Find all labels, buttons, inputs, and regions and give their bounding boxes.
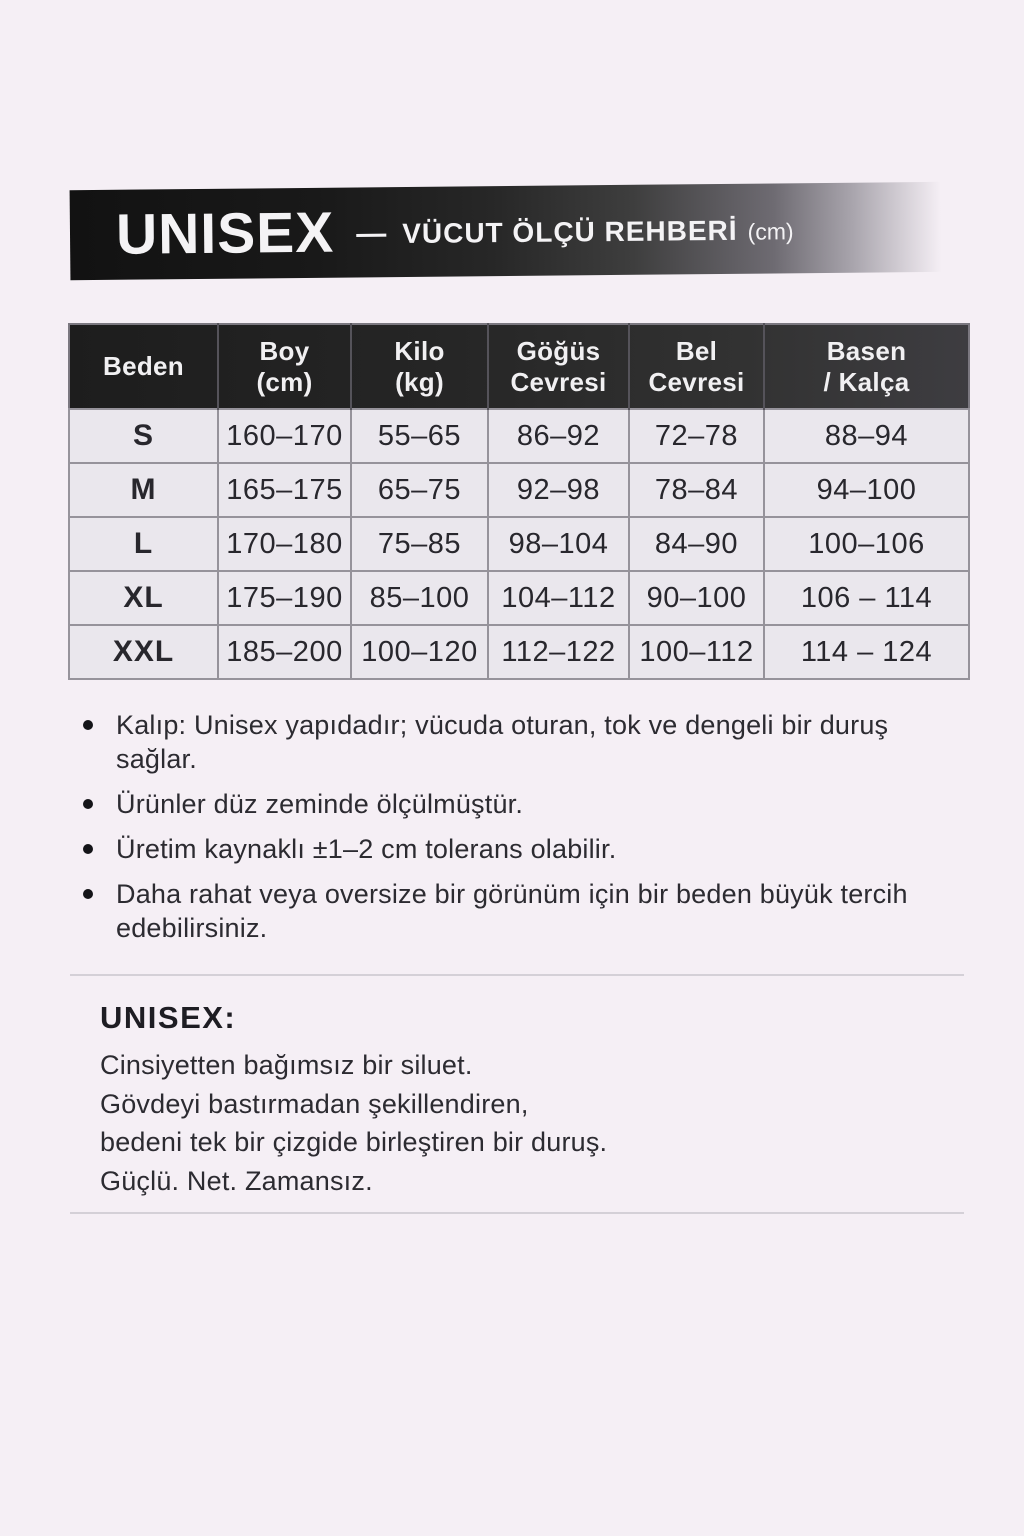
cell-value: 170–180 xyxy=(218,517,351,571)
cell-value: 160–170 xyxy=(218,409,351,463)
size-label: XXL xyxy=(69,625,218,679)
cell-value: 90–100 xyxy=(629,571,764,625)
size-guide-banner xyxy=(70,182,951,280)
note-item xyxy=(70,708,956,776)
cell-value: 106 – 114 xyxy=(764,571,969,625)
col-header-line: Beden xyxy=(103,351,184,381)
col-header-line: / Kalça xyxy=(823,366,910,397)
size-label: L xyxy=(69,517,218,571)
col-header-gogus xyxy=(488,324,629,409)
cell-value: 72–78 xyxy=(629,409,764,463)
cell-value: 85–100 xyxy=(351,571,488,625)
footer-line: Güçlü. Net. Zamansız. xyxy=(100,1165,373,1196)
cell-value: 88–94 xyxy=(764,409,969,463)
cell-value: 185–200 xyxy=(218,625,351,679)
cell-value: 114 – 124 xyxy=(764,625,969,679)
divider-line xyxy=(70,1212,964,1214)
col-header-basen xyxy=(764,324,969,409)
col-header-beden xyxy=(69,324,218,409)
col-header-line: (cm) xyxy=(256,366,313,397)
note-text: Ürünler düz zeminde ölçülmüştür. xyxy=(116,789,524,819)
cell-value: 100–112 xyxy=(629,625,764,679)
note-text: Daha rahat veya oversize bir görünüm için bir beden büyük tercih edebilirsiniz. xyxy=(116,879,908,943)
cell-value: 86–92 xyxy=(488,409,629,463)
size-table xyxy=(68,323,970,680)
cell-value: 98–104 xyxy=(488,517,629,571)
bullet-icon xyxy=(83,844,93,854)
table-row-s xyxy=(69,409,969,463)
col-header-line: Kilo xyxy=(394,335,445,366)
cell-value: 100–120 xyxy=(351,625,488,679)
footer-line: bedeni tek bir çizgide birleştiren bir duruş. xyxy=(100,1127,608,1157)
cell-value: 75–85 xyxy=(351,517,488,571)
banner-dash: — xyxy=(356,217,387,251)
col-header-bel xyxy=(629,324,764,409)
table-header-row xyxy=(69,324,969,409)
size-label: M xyxy=(69,463,218,517)
cell-value: 165–175 xyxy=(218,463,351,517)
col-header-line: Cevresi xyxy=(648,366,745,397)
col-header-line: Göğüs xyxy=(516,335,601,366)
cell-value: 100–106 xyxy=(764,517,969,571)
divider-line xyxy=(70,974,964,976)
cell-value: 78–84 xyxy=(629,463,764,517)
size-guide-table xyxy=(68,323,970,680)
col-header-boy xyxy=(218,324,351,409)
bullet-icon xyxy=(83,889,93,899)
cell-value: 104–112 xyxy=(488,571,629,625)
col-header-line: Basen xyxy=(826,335,907,366)
bullet-icon xyxy=(83,720,93,730)
note-text: Kalıp: Unisex yapıdadır; vücuda oturan, tok ve dengeli bir duruş sağlar. xyxy=(116,710,889,774)
note-text: Üretim kaynaklı ±1–2 cm tolerans olabilir. xyxy=(116,834,617,864)
cell-value: 65–75 xyxy=(351,463,488,517)
cell-value: 175–190 xyxy=(218,571,351,625)
footer-line: Cinsiyetten bağımsız bir siluet. xyxy=(100,1050,473,1080)
col-header-line: (kg) xyxy=(395,366,444,397)
cell-value: 92–98 xyxy=(488,463,629,517)
footer-line: Gövdeyi bastırmadan şekillendiren, xyxy=(100,1088,529,1119)
col-header-line: Bel xyxy=(675,335,718,366)
size-label: S xyxy=(69,409,218,463)
col-header-line: Boy xyxy=(259,335,310,366)
banner-unit: (cm) xyxy=(747,217,794,245)
note-item xyxy=(70,877,956,945)
footer-text xyxy=(100,1046,607,1200)
notes-list xyxy=(70,708,956,956)
bullet-icon xyxy=(83,799,93,809)
table-row-xxl xyxy=(69,625,969,679)
cell-value: 84–90 xyxy=(629,517,764,571)
cell-value: 112–122 xyxy=(488,625,629,679)
table-row-m xyxy=(69,463,969,517)
cell-value: 55–65 xyxy=(351,409,488,463)
col-header-line: Cevresi xyxy=(510,366,607,397)
note-item xyxy=(70,832,956,866)
size-label: XL xyxy=(69,571,218,625)
cell-value: 94–100 xyxy=(764,463,969,517)
banner-title: UNISEX xyxy=(115,200,335,267)
note-item xyxy=(70,787,956,821)
table-row-xl xyxy=(69,571,969,625)
footer-heading: UNISEX: xyxy=(100,1000,237,1035)
col-header-kilo xyxy=(351,324,488,409)
banner-subtitle: VÜCUT ÖLÇÜ REHBERİ xyxy=(402,214,738,250)
table-row-l xyxy=(69,517,969,571)
